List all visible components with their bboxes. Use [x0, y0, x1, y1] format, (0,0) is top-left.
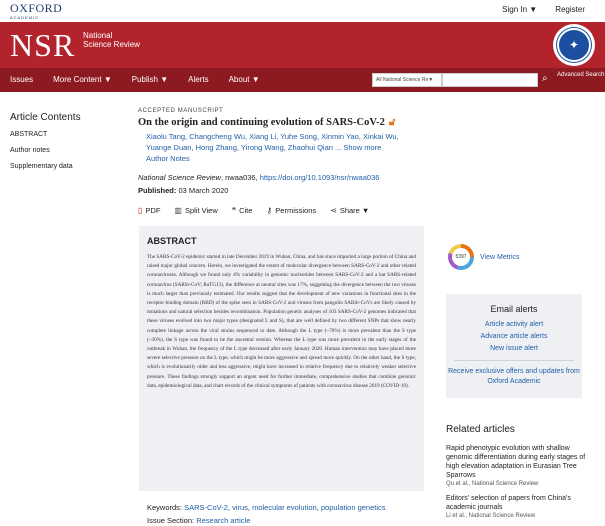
issue-section-line	[147, 516, 250, 525]
main-nav	[0, 68, 605, 92]
key-icon: ⚷	[266, 206, 273, 215]
article-contents-title: Article Contents	[10, 112, 81, 123]
published-line	[138, 186, 428, 195]
society-emblem-icon[interactable]	[553, 24, 595, 66]
pdf-icon: ▯	[138, 206, 143, 215]
nsr-logo[interactable]: NSR	[10, 27, 76, 63]
article-title-row	[138, 117, 428, 128]
sidebar-item-supplementary[interactable]: Supplementary data	[10, 163, 73, 170]
sign-in-link[interactable]: Sign In ▼	[502, 5, 538, 14]
pdf-label: PDF	[145, 206, 161, 215]
cite-label: Cite	[239, 206, 253, 215]
keyword-link[interactable]: virus	[232, 503, 248, 512]
keyword-link[interactable]: molecular evolution	[252, 503, 317, 512]
cite-button[interactable]	[232, 206, 253, 215]
nav-about[interactable]: About ▼	[228, 75, 260, 84]
split-view-button[interactable]	[174, 206, 217, 215]
altmetric-score: 5397	[452, 248, 470, 266]
published-label: Published:	[138, 186, 177, 195]
register-link[interactable]: Register	[555, 5, 585, 14]
nav-more-content[interactable]: More Content ▼	[53, 75, 112, 84]
keyword-link[interactable]: SARS-CoV-2	[184, 503, 228, 512]
search-scope-select[interactable]: All National Science Re▼	[372, 73, 442, 87]
doi-link[interactable]: https://doi.org/10.1093/nsr/nwaa036	[259, 173, 380, 182]
related-article-meta: Qu et al., National Science Review	[446, 481, 539, 487]
permissions-label: Permissions	[275, 206, 317, 215]
exclusive-offers-link[interactable]: Receive exclusive offers and updates from Oxford Academic	[448, 368, 580, 385]
issue-section-link[interactable]: Research article	[196, 516, 251, 525]
search-input[interactable]	[442, 73, 538, 87]
journal-full-name: National Science Review	[83, 31, 140, 49]
related-article-link[interactable]: Editors' selection of papers from China's academic journals	[446, 495, 571, 511]
journal-banner	[0, 22, 605, 68]
article-ref: , nwaa036,	[220, 173, 260, 182]
author-list	[138, 131, 428, 164]
abstract-heading: ABSTRACT	[147, 236, 197, 246]
list-item	[446, 444, 596, 488]
authors-line-2[interactable]: Yuange Duan, Hong Zhang, Yirong Wang, Zhaohui Qian ... Show more	[146, 143, 382, 152]
split-view-label: Split View	[184, 206, 218, 215]
nav-alerts[interactable]: Alerts	[188, 75, 209, 84]
manuscript-status: ACCEPTED MANUSCRIPT	[138, 108, 224, 114]
emblem-star-icon: ✦	[557, 28, 591, 62]
article-toolbar	[138, 206, 369, 215]
oxford-academic-logo[interactable]	[10, 2, 62, 20]
keywords-label: Keywords:	[147, 503, 183, 512]
oxford-logo-text: OXFORD	[10, 1, 63, 15]
account-links	[502, 5, 585, 14]
article-title: On the origin and continuing evolution of SARS-CoV-2	[138, 117, 385, 128]
search-icon[interactable]: ⌕	[542, 73, 548, 84]
related-articles-title: Related articles	[446, 424, 515, 435]
email-alerts-panel	[446, 294, 582, 398]
keywords-line: Keywords: SARS-CoV-2, virus, molecular evolution, population genetics	[147, 503, 386, 512]
altmetric-badge-icon[interactable]	[448, 244, 474, 270]
related-articles	[446, 424, 596, 526]
divider	[454, 360, 574, 361]
list-item	[446, 494, 596, 520]
academic-logo-text: ACADEMIC	[10, 15, 40, 20]
author-notes-link[interactable]: Author Notes	[146, 154, 190, 163]
authors-line-1[interactable]: Xiaolu Tang, Changcheng Wu, Xiang Li, Yuhe Song, Xinmin Yao, Xinkai Wu,	[146, 132, 399, 141]
published-date: 03 March 2020	[178, 186, 229, 195]
email-alerts-title: Email alerts	[490, 304, 538, 314]
journal-name: National Science Review	[138, 173, 221, 182]
quote-icon: ❝	[231, 206, 237, 215]
nav-issues[interactable]: Issues	[10, 75, 34, 84]
related-article-link[interactable]: Rapid phenotypic evolution with shallow genomic differentiation during early stages of high elevation adaptation in Eurasian Tree Sparrows	[446, 445, 586, 479]
nav-publish[interactable]: Publish ▼	[131, 75, 169, 84]
split-view-icon: ▥	[174, 206, 182, 215]
sidebar-item-abstract[interactable]: ABSTRACT	[10, 131, 48, 138]
citation-line	[138, 173, 428, 183]
advance-article-alerts-link[interactable]: Advance article alerts	[480, 333, 548, 340]
top-strip	[0, 0, 605, 22]
keyword-link[interactable]: population genetics	[320, 503, 386, 512]
new-issue-alert-link[interactable]: New issue alert	[490, 345, 538, 352]
article-activity-alert-link[interactable]: Article activity alert	[484, 321, 544, 328]
share-label: Share ▼	[339, 206, 370, 215]
abstract-section	[139, 226, 424, 491]
open-access-icon: 🔓︎	[388, 117, 396, 128]
abstract-text: The SARS-CoV-2 epidemic started in late December 2019 in Wuhan, China, and has since impacted a large portion of China and raised major global concern. Herein, we investigated the extent of molecular divergence between SARS-CoV-2 and other related coronaviruses. Although we found only 4% variability in genomic nucleotides between SARS-CoV-2 and a bat SARS-related coronavirus (SARSr-CoV; RaTG13), the difference at neutral sites was 17%, suggesting the divergence between the two viruses is much larger than previously estimated. Our results suggest that the development of new variations in functional sites in the receptor-binding domain (RBD) of the spike seen in SARS-CoV-2 and viruses from pangolin SARSr-CoVs are likely caused by mutations and natural selection besides recombination. Population genetic analyses of 103 SARS-CoV-2 genomes indicated that these viruses evolved into two major types (designated L and S), that are well defined by two different SNPs that show nearly complete linkage across the viral strains sequenced to date. Although the L type (~70%) is more prevalent than the S type (~30%), the S type was found to be the ancestral version. Whereas the L type was more prevalent in the early stages of the outbreak in Wuhan, the frequency of the L type decreased after early January 2020. Human intervention may have placed more severe selective pressure on the L type, which might be more aggressive and spread more quickly. On the other hand, the S type, which is evolutionarily older and less aggressive, might have increased in relative frequency due to relatively weaker selective pressure. These findings strongly support an urgent need for further immediate, comprehensive studies that combine genomic data, epidemiological data, and chart records of the clinical symptoms of patients with coronavirus disease 2019 (COVID-19).	[147, 254, 416, 389]
issue-section-label: Issue Section:	[147, 516, 195, 525]
related-article-meta: Li et al., National Science Review	[446, 513, 536, 519]
sidebar-item-author-notes[interactable]: Author notes	[10, 147, 50, 154]
pdf-button[interactable]	[138, 206, 160, 215]
share-button[interactable]	[330, 206, 369, 215]
permissions-button[interactable]	[266, 206, 316, 215]
share-icon: ⋖	[330, 206, 337, 215]
article-header	[138, 108, 428, 195]
nav-items	[10, 75, 260, 84]
article-contents-sidebar	[10, 112, 120, 179]
view-metrics-link[interactable]: View Metrics	[480, 254, 520, 261]
advanced-search-link[interactable]: Advanced Search	[557, 72, 605, 78]
